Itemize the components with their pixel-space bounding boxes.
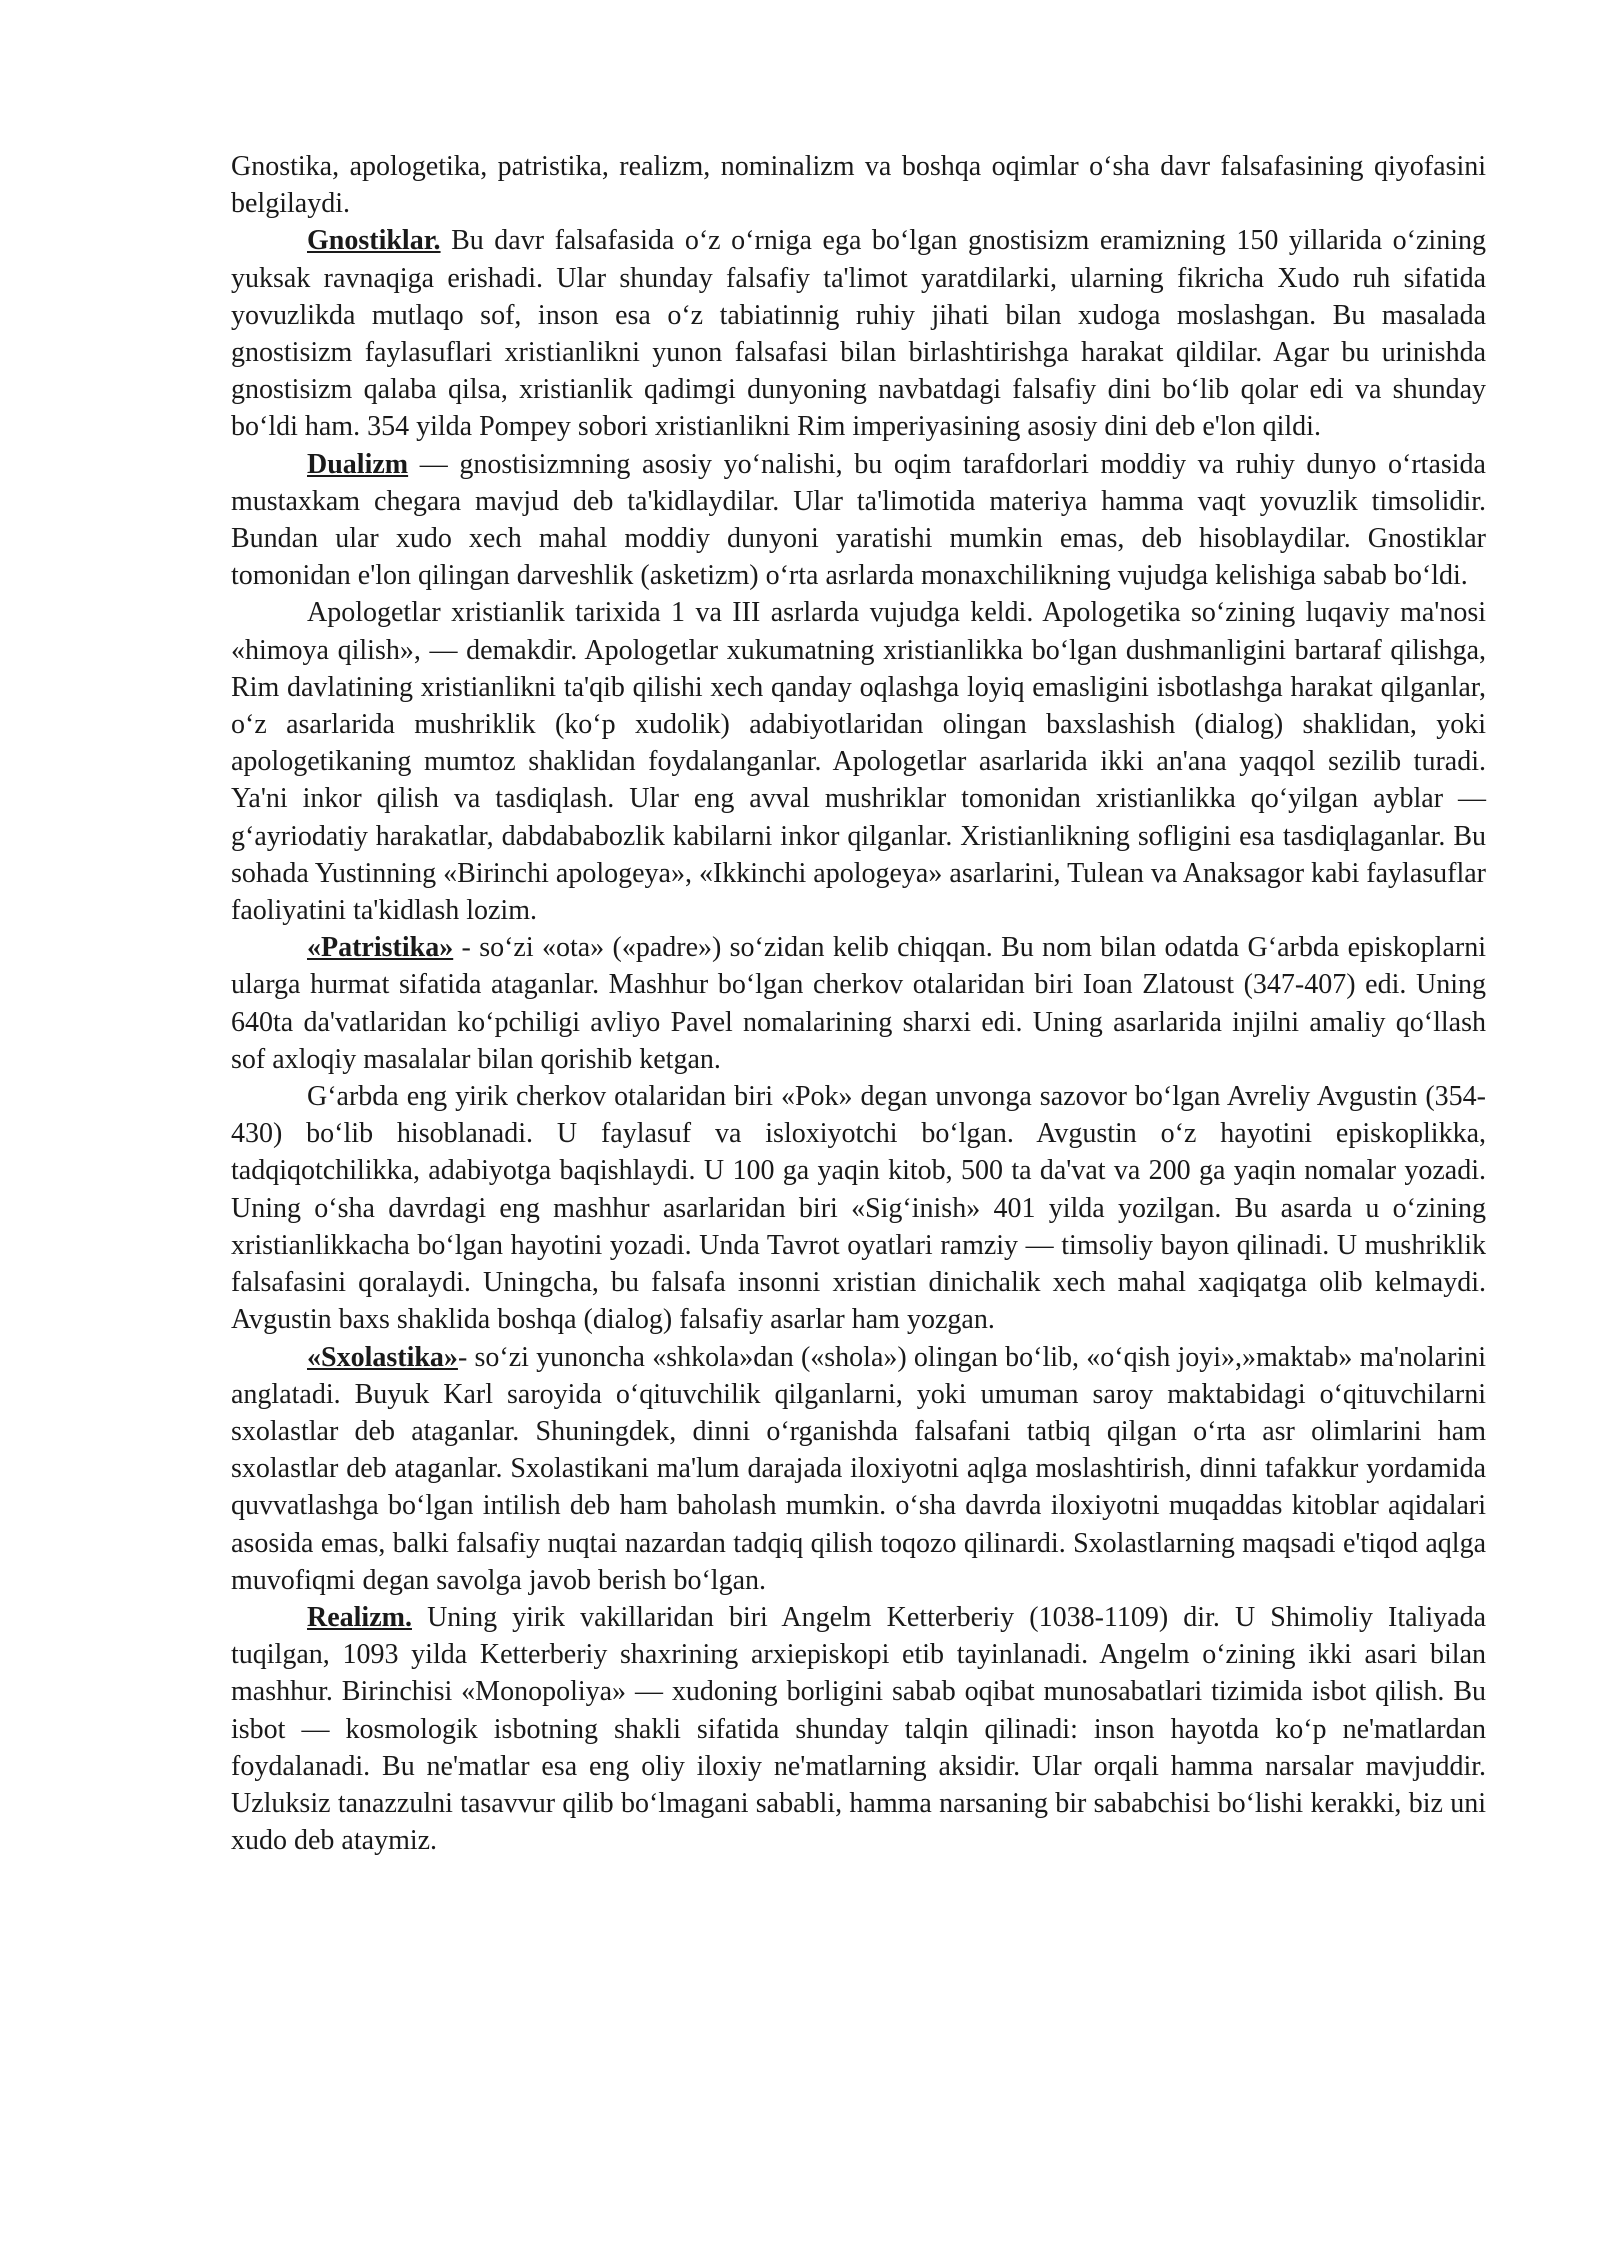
term-realizm: Realizm.	[307, 1601, 412, 1633]
paragraph-text: - so‘zi «ota» («padre») so‘zidan kelib chiqqan. Bu nom bilan odatda G‘arbda episkoplarni ularga hurmat sifatida ataganlar. Mashhur bo‘lgan cherkov otalaridan biri Ioan Zlatoust (347-407) edi. Uning 640ta da'vatlaridan ko‘pchiligi avliyo Pavel nomalarining sharxi edi. Uning asarlarida injilni amaliy qo‘llash sof axloqiy masalalar bilan qorishib ketgan.	[231, 932, 1486, 1075]
paragraph-text: - so‘zi yunoncha «shkola»dan («shola») olingan bo‘lib, «o‘qish joyi»,»maktab» ma'nolarini anglatadi. Buyuk Karl saroyida o‘qituvchilik qilganlarni, yoki umuman saroy maktabidagi o‘qituvchilarni sxolastlar deb ataganlar. Shuningdek, dinni o‘rganishda falsafani tatbiq qilgan o‘rta asr olimlarini ham sxolastlar deb ataganlar. Sxolastikani ma'lum darajada iloxiyotni aqlga moslashtirish, dinni tafakkur yordamida quvvatlashga bo‘lgan intilish deb ham baholash mumkin. o‘sha davrda iloxiyotni muqaddas kitoblar aqidalari asosida emas, balki falsafiy nuqtai nazardan tadqiq qilish toqozo qilinardi. Sxolastlarning maqsadi e'tiqod aqlga muvofiqmi degan savolga javob berish bo‘lgan.	[231, 1341, 1486, 1596]
intro-paragraph	[231, 148, 1486, 222]
term-dualizm: Dualizm	[307, 448, 409, 480]
term-patristika: «Patristika»	[307, 932, 454, 964]
realizm-paragraph	[231, 1599, 1486, 1859]
paragraph-text: Uning yirik vakillaridan biri Angelm Ketterberiy (1038-1109) dir. U Shimoliy Italiyada tuqilgan, 1093 yilda Ketterberiy shaxrining arxiepiskopi etib tayinlanadi. Angelm o‘zining ikki asari bilan mashhur. Birinchisi «Monopoliya» — xudoning borligini sabab oqibat munosabatlari tizimida isbot qilish. Bu isbot — kosmologik isbotning shakli sifatida shunday talqin qilinadi: inson hayotda ko‘p ne'matlardan foydalanadi. Bu ne'matlar esa eng oliy iloxiy ne'matlarning aksidir. Ular orqali hamma narsalar mavjuddir. Uzluksiz tanazzulni tasavvur qilib bo‘lmagani sababli, hamma narsaning bir sababchisi bo‘lishi kerakki, biz uni xudo deb ataymiz.	[231, 1601, 1486, 1857]
term-sxolastika: «Sxolastika»	[307, 1341, 458, 1373]
term-gnostiklar: Gnostiklar.	[307, 225, 441, 257]
document-page	[231, 148, 1486, 1859]
paragraph-text: G‘arbda eng yirik cherkov otalaridan biri «Pok» degan unvonga sazovor bo‘lgan Avreliy Avgustin (354-430) bo‘lib hisoblanadi. U faylasuf va isloxiyotchi bo‘lgan. Avgustin o‘z hayotini episkoplikka, tadqiqotchilikka, adabiyotga baqishlaydi. U 100 ga yaqin kitob, 500 ta da'vat va 200 ga yaqin nomalar yozadi. Uning o‘sha davrdagi eng mashhur asarlaridan biri «Sig‘inish» 401 yilda yozilgan. Bu asarda u o‘zining xristianlikkacha bo‘lgan hayotini yozadi. Unda Tavrot oyatlari ramziy — timsoliy bayon qilinadi. U mushriklik falsafasini qoralaydi. Uningcha, bu falsafa insonni xristian dinichalik xech mahal xaqiqatga olib kelmaydi. Avgustin baxs shaklida boshqa (dialog) falsafiy asarlar ham yozgan.	[231, 1081, 1486, 1336]
patristika-paragraph	[231, 929, 1486, 1078]
paragraph-text: Gnostika, apologetika, patristika, realizm, nominalizm va boshqa oqimlar o‘sha davr falsafasining qiyofasini belgilaydi.	[231, 151, 1486, 220]
dualizm-paragraph	[231, 446, 1486, 595]
paragraph-text: — gnostisizmning asosiy yo‘nalishi, bu oqim tarafdorlari moddiy va ruhiy dunyo o‘rtasida mustaxkam chegara mavjud deb ta'kidlaydilar. Ular ta'limotida materiya hamma vaqt yovuzlik timsolidir. Bundan ular xudo xech mahal moddiy dunyoni yaratishi mumkin emas, deb hisoblaydilar. Gnostiklar tomonidan e'lon qilingan darveshlik (asketizm) o‘rta asrlarda monaxchilikning vujudga kelishiga sabab bo‘ldi.	[231, 448, 1486, 592]
paragraph-text: Apologetlar xristianlik tarixida 1 va III asrlarda vujudga keldi. Apologetika so‘zining luqaviy ma'nosi «himoya qilish», — demakdir. Apologetlar xukumatning xristianlikka bo‘lgan dushmanligini bartaraf qilishga, Rim davlatining xristianlikni ta'qib qilishi xech qanday oqlashga loyiq emasligini isbotlashga harakat qilganlar, o‘z asarlarida mushriklik (ko‘p xudolik) adabiyotlaridan olingan baxslashish (dialog) shaklidan, yoki apologetikaning mumtoz shaklidan foydalanganlar. Apologetlar asarlarida ikki an'ana yaqqol sezilib turadi. Ya'ni inkor qilish va tasdiqlash. Ular eng avval mushriklar tomonidan xristianlikka qo‘yilgan ayblar — g‘ayriodatiy harakatlar, dabdababozlik kabilarni inkor qilganlar. Xristianlikning sofligini esa tasdiqlaganlar. Bu sohada Yustinning «Birinchi apologeya», «Ikkinchi apologeya» asarlarini, Tulean va Anaksagor kabi faylasuflar faoliyatini ta'kidlash lozim.	[231, 597, 1486, 927]
paragraph-text: Bu davr falsafasida o‘z o‘rniga ega bo‘lgan gnostisizm eramizning 150 yillarida o‘zining yuksak ravnaqiga erishadi. Ular shunday falsafiy ta'limot yaratdilarki, ularning fikricha Xudo ruh sifatida yovuzlikda mutlaqo sof, inson esa o‘z tabiatinnig ruhiy jihati bilan xudoga moslashgan. Bu masalada gnostisizm faylasuflari xristianlikni yunon falsafasi bilan birlashtirishga harakat qildilar. Agar bu urinishda gnostisizm qalaba qilsa, xristianlik qadimgi dunyoning navbatdagi falsafiy dini bo‘lib qolar edi va shunday bo‘ldi ham. 354 yilda Pompey sobori xristianlikni Rim imperiyasining asosiy dini deb e'lon qildi.	[231, 225, 1486, 443]
gnostiklar-paragraph	[231, 222, 1486, 445]
apologetlar-paragraph	[231, 594, 1486, 929]
avgustin-paragraph	[231, 1078, 1486, 1338]
sxolastika-paragraph	[231, 1339, 1486, 1599]
